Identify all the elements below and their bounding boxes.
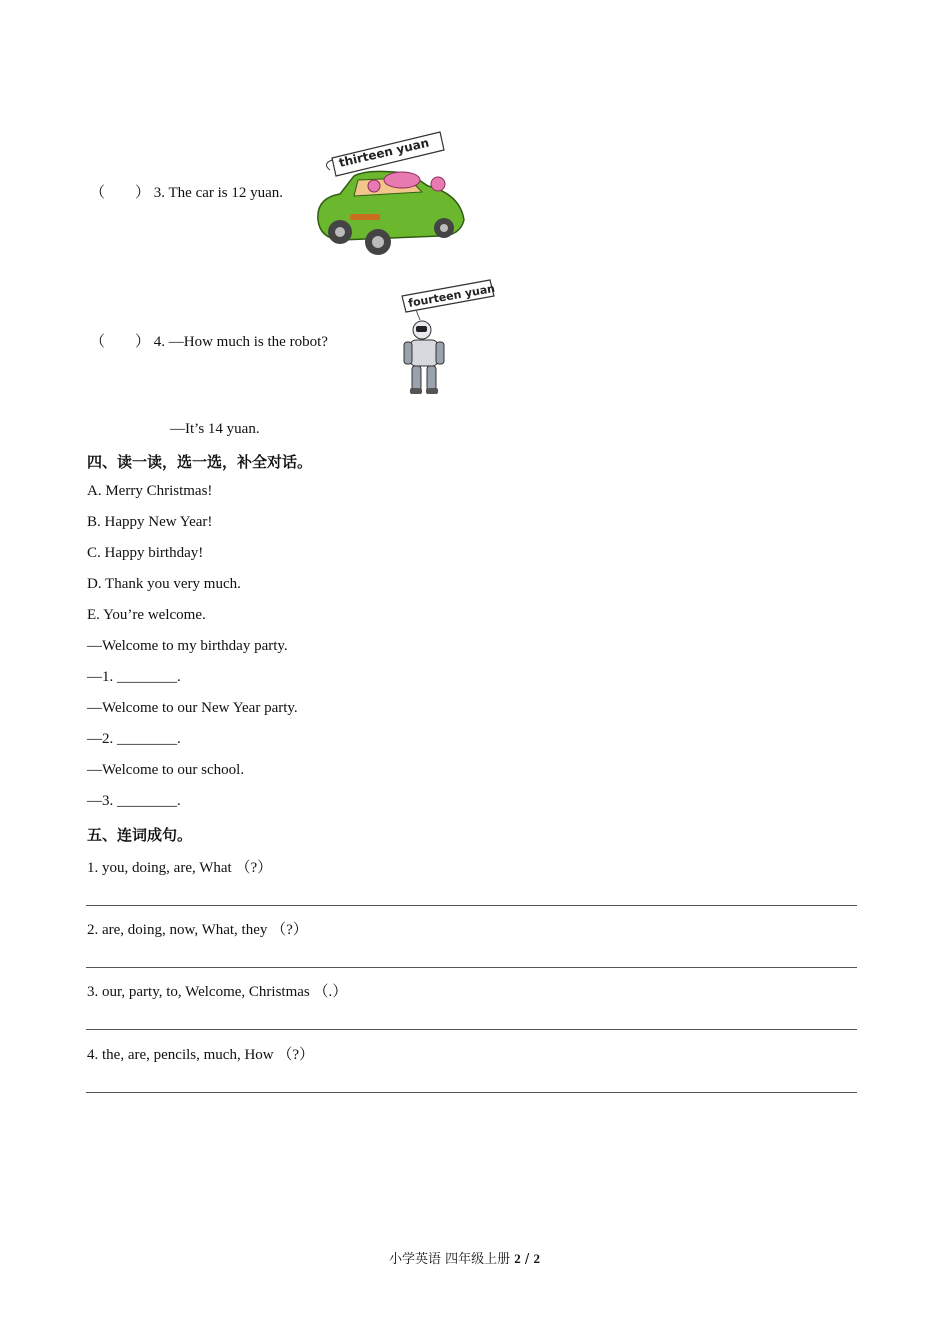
page-total: 2	[533, 1251, 540, 1266]
section-5-heading: 五、连词成句。	[87, 826, 193, 844]
answer-line-4[interactable]	[86, 1092, 857, 1093]
question-4	[90, 330, 328, 351]
answer-line-3[interactable]	[86, 1029, 857, 1030]
section-4-heading: 四、读一读，选一选，补全对话。	[87, 453, 313, 471]
option-e: E. You’re welcome.	[87, 607, 206, 623]
sentence-item-4: 4. the, are, pencils, much, How （?）	[87, 1047, 315, 1063]
toy-car-image	[310, 128, 470, 263]
sentence-item-1: 1. you, doing, are, What （?）	[87, 860, 273, 876]
answer-line-1[interactable]	[86, 905, 857, 906]
option-a: A. Merry Christmas!	[87, 483, 213, 499]
option-c: C. Happy birthday!	[87, 545, 204, 561]
answer-bracket[interactable]: （ ）	[90, 185, 151, 201]
footer-label: 小学英语 四年级上册	[389, 1252, 511, 1267]
dialogue-line: —Welcome to our school.	[87, 762, 245, 778]
dialogue-blank-2[interactable]: —2. ________.	[87, 731, 181, 747]
answer-line-2[interactable]	[86, 967, 857, 968]
answer-bracket[interactable]: （ ）	[90, 334, 151, 350]
robot-figure	[404, 321, 444, 394]
sentence-item-3: 3. our, party, to, Welcome, Christmas （.）	[87, 984, 348, 1000]
dialogue-blank-1[interactable]: —1. ________.	[87, 669, 181, 685]
question-3	[90, 181, 283, 202]
question-4-text: 4. —How much is the robot?	[153, 334, 328, 350]
question-3-text: 3. The car is 12 yuan.	[153, 185, 284, 201]
price-tag-text: thirteen yuan	[337, 135, 431, 170]
robot-image	[390, 278, 500, 403]
page-separator: /	[524, 1252, 530, 1267]
dialogue-blank-3[interactable]: —3. ________.	[87, 793, 181, 809]
price-tag	[402, 280, 496, 320]
sentence-item-2: 2. are, doing, now, What, they （?）	[87, 922, 308, 938]
question-4-answer: —It’s 14 yuan.	[170, 421, 260, 437]
page-footer	[389, 1248, 540, 1267]
option-d: D. Thank you very much.	[87, 576, 241, 592]
page-number: 2	[514, 1251, 521, 1266]
dialogue-line: —Welcome to my birthday party.	[87, 638, 288, 654]
option-b: B. Happy New Year!	[87, 514, 213, 530]
dialogue-line: —Welcome to our New Year party.	[87, 700, 298, 716]
car-body	[318, 171, 464, 255]
price-tag-text: fourteen yuan	[407, 281, 496, 310]
